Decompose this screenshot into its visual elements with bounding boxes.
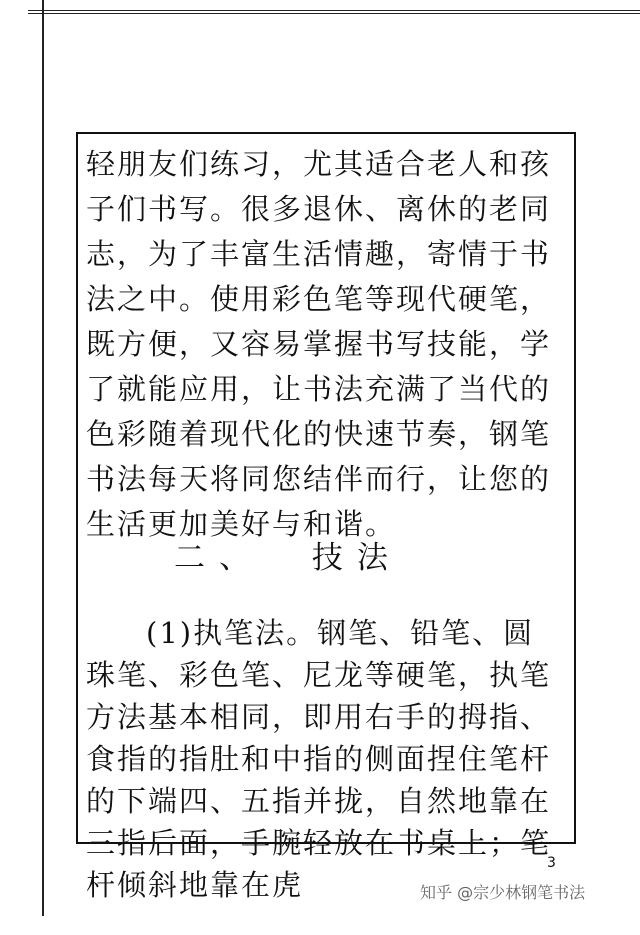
- page-number: 3: [547, 855, 556, 871]
- intro-paragraph: [86, 142, 556, 547]
- technique-text: (1)执笔法。钢笔、铅笔、圆珠笔、彩色笔、尼龙等硬笔，执笔方法基本相同，即用右手的拇指、食指的指肚和中指的侧面捏住笔杆的下端四、五指并拢，自然地靠在三指后面，手腕轻放在书桌上；笔杆倾斜地靠在虎: [86, 616, 552, 902]
- page-top-border: [28, 0, 640, 14]
- section-heading: [174, 532, 426, 577]
- watermark: 知乎 @宗少林钢笔书法: [420, 883, 586, 902]
- intro-text: 轻朋友们练习，尤其适合老人和孩子们书写。很多退休、离休的老同志，为了丰富生活情趣，寄情于书法之中。使用彩色笔等现代硬笔，既方便，又容易掌握书写技能，学了就能应用，让书法充满了当代的色彩随着现代化的快速节奏，钢笔书法每天将同您结伴而行，让您的生活更加美好与和谐。: [86, 147, 552, 541]
- binding-line: [42, 0, 44, 916]
- heading-title: 技法: [311, 540, 402, 576]
- heading-number: 二、: [174, 540, 264, 576]
